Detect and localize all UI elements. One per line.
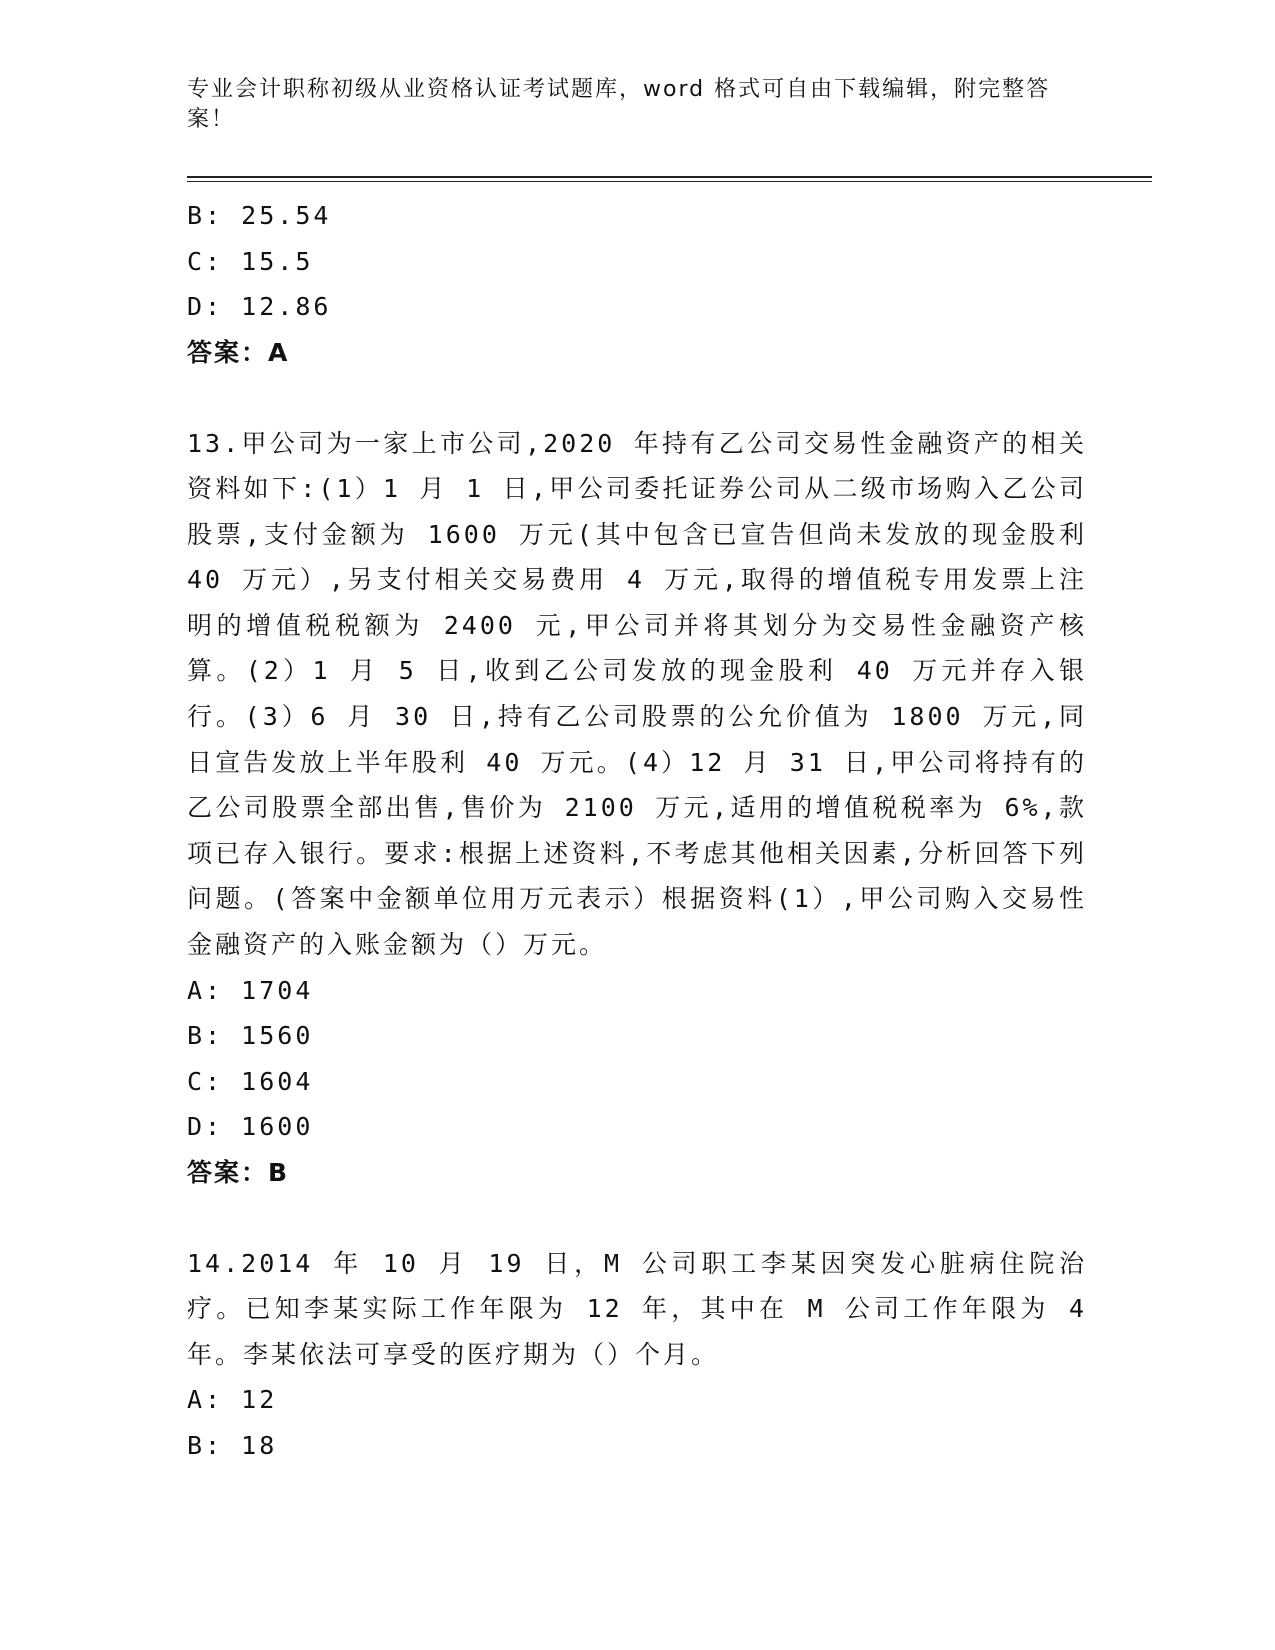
option-label: B: <box>187 201 224 230</box>
option-value: 15.5 <box>241 246 314 276</box>
option-value: 12 <box>241 1385 278 1415</box>
option-d <box>187 284 1087 330</box>
question-14-stem: 14.2014 年 10 月 19 日，M 公司职工李某因突发心脏病住院治疗。已知李某实际工作年限为 12 年，其中在 M 公司工作年限为 4 年。李某依法可享受的医疗期为（）个月。 <box>187 1248 1087 1369</box>
option-b <box>187 193 1087 239</box>
option-label: B: <box>187 1430 224 1460</box>
option-label: D: <box>187 292 224 321</box>
option-value: 12.86 <box>241 292 332 321</box>
answer-line: 答案：B <box>187 1157 290 1187</box>
header-divider <box>187 176 1152 178</box>
option-label: B: <box>187 1021 224 1051</box>
option-value: 1604 <box>241 1066 314 1096</box>
answer-line: 答案：A <box>187 337 290 367</box>
option-b <box>187 1013 1087 1059</box>
header-divider-thin <box>187 181 1152 182</box>
document-header: 专业会计职称初级从业资格认证考试题库，word 格式可自由下载编辑，附完整答案！ <box>187 77 1051 132</box>
option-label: A: <box>187 975 224 1005</box>
option-value: 1600 <box>241 1112 314 1142</box>
option-c <box>187 239 1087 285</box>
option-a <box>187 1377 1087 1423</box>
spacer <box>187 1195 1087 1241</box>
option-label: C: <box>187 246 224 276</box>
option-value: 18 <box>241 1430 278 1460</box>
option-value: 1704 <box>241 975 314 1005</box>
question-13-stem: 13.甲公司为一家上市公司,2020 年持有乙公司交易性金融资产的相关资料如下:(1）1 月 1 日,甲公司委托证券公司从二级市场购入乙公司股票,支付金额为 1600 万元(其中包含已宣告但尚未发放的现金股利 40 万元）,另支付相关交易费用 4 万元,取得的增值税专用发票上注明的增值税税额为 2400 元,甲公司并将其划分为交易性金融资产核算。(2）1 月 5 日,收到乙公司发放的现金股利 40 万元并存入银行。(3）6 月 30 日,持有乙公司股票的公允价值为 1800 万元,同日宣告发放上半年股利 40 万元。(4）12 月 31 日,甲公司将持有的乙公司股票全部出售,售价为 2100 万元,适用的增值税税率为 6%,款项已存入银行。要求:根据上述资料,不考虑其他相关因素,分析回答下列问题。(答案中金额单位用万元表示）根据资料(1）,甲公司购入交易性金融资产的入账金额为（）万元。 <box>187 428 1087 960</box>
option-value: 25.54 <box>241 201 332 230</box>
option-label: D: <box>187 1112 224 1142</box>
option-label: A: <box>187 1385 224 1415</box>
option-a <box>187 968 1087 1014</box>
option-d <box>187 1104 1087 1150</box>
option-b <box>187 1423 1087 1469</box>
option-value: 1560 <box>241 1021 314 1051</box>
option-c <box>187 1059 1087 1105</box>
option-label: C: <box>187 1066 224 1096</box>
spacer <box>187 375 1087 421</box>
question-content <box>187 193 1087 1468</box>
